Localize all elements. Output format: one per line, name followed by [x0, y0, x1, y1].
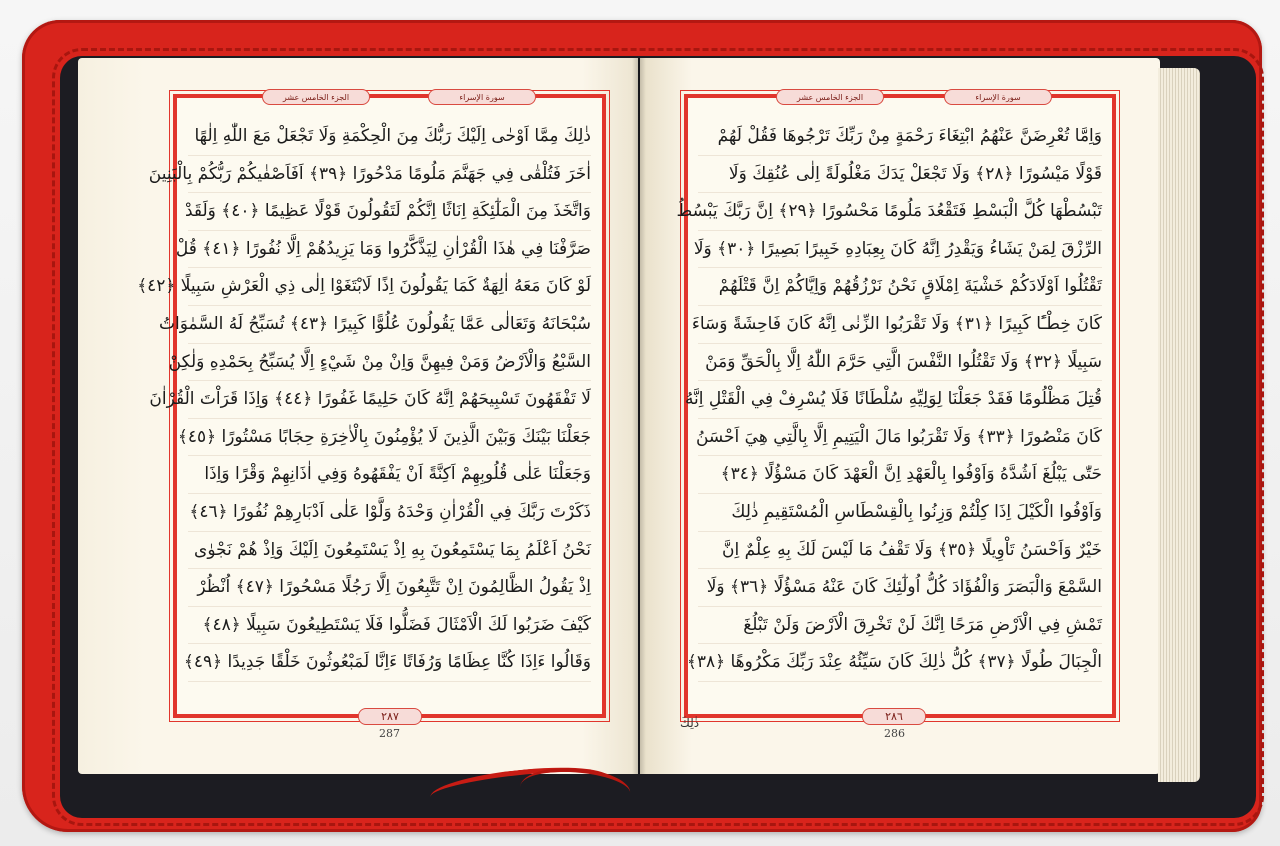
text-line: لَوْ كَانَ مَعَهُ اٰلِهَةٌ كَمَا يَقُولُونَ اِذًا لَابْتَغَوْا اِلٰى ذِي الْعَرْشِ سَبِيلًا ﴿٤٢﴾ — [188, 268, 591, 306]
text-line: اِذْ يَقُولُ الظَّالِمُونَ اِنْ تَتَّبِعُونَ اِلَّا رَجُلًا مَسْحُورًا ﴿٤٧﴾ اُنْظُرْ — [188, 569, 591, 607]
text-line: تَمْشِ فِي الْاَرْضِ مَرَحًا اِنَّكَ لَنْ تَخْرِقَ الْاَرْضَ وَلَنْ تَبْلُغَ — [698, 607, 1102, 645]
left-page-number-latin: 287 — [379, 727, 400, 740]
right-header-juz-label: الجزء الخامس عشر — [776, 89, 884, 105]
text-line: كَانَ مَنْصُورًا ﴿٣٣﴾ وَلَا تَقْرَبُوا مَالَ الْيَتِيمِ اِلَّا بِالَّتِي هِيَ اَحْسَنُ — [698, 419, 1102, 457]
text-line: خَيْرٌ وَاَحْسَنُ تَاْوِيلًا ﴿٣٥﴾ وَلَا تَقْفُ مَا لَيْسَ لَكَ بِهِ عِلْمٌ اِنَّ — [698, 532, 1102, 570]
text-line: وَاَوْفُوا الْكَيْلَ اِذَا كِلْتُمْ وَزِنُوا بِالْقِسْطَاسِ الْمُسْتَقِيمِ ذٰلِكَ — [698, 494, 1102, 532]
text-line: جَعَلْنَا بَيْنَكَ وَبَيْنَ الَّذِينَ لَا يُؤْمِنُونَ بِالْاٰخِرَةِ حِجَابًا مَسْتُورًا ﴿٤٥﴾ — [188, 419, 591, 457]
text-line: السَّبْعُ وَالْاَرْضُ وَمَنْ فِيهِنَّ وَاِنْ مِنْ شَيْءٍ اِلَّا يُسَبِّحُ بِحَمْدِهِ وَلٰكِنْ — [188, 344, 591, 382]
text-line: نَحْنُ اَعْلَمُ بِمَا يَسْتَمِعُونَ بِهِ اِذْ يَسْتَمِعُونَ اِلَيْكَ وَاِذْ هُمْ نَجْوٰى — [188, 532, 591, 570]
text-line: السَّمْعَ وَالْبَصَرَ وَالْفُؤَادَ كُلُّ اُولٰٓئِكَ كَانَ عَنْهُ مَسْؤُلًا ﴿٣٦﴾ وَلَا — [698, 569, 1102, 607]
right-page-number-arabic: ٢٨٦ — [862, 708, 926, 725]
text-line: اٰخَرَ فَتُلْقٰى فِي جَهَنَّمَ مَلُومًا مَدْحُورًا ﴿٣٩﴾ اَفَاَصْفٰيكُمْ رَبُّكُمْ بِالْبَنِينَ — [188, 156, 591, 194]
left-header-juz-label: الجزء الخامس عشر — [262, 89, 370, 105]
text-line: حَتّٰى يَبْلُغَ اَشُدَّهُ وَاَوْفُوا بِالْعَهْدِ اِنَّ الْعَهْدَ كَانَ مَسْؤُلًا ﴿٣٤﴾ — [698, 456, 1102, 494]
text-line: كَانَ خِطْـًٔا كَبِيرًا ﴿٣١﴾ وَلَا تَقْرَبُوا الزِّنٰى اِنَّهُ كَانَ فَاحِشَةً وَسَاءَ — [698, 306, 1102, 344]
right-page-number-latin: 286 — [884, 727, 905, 740]
text-line: تَبْسُطْهَا كُلَّ الْبَسْطِ فَتَقْعُدَ مَلُومًا مَحْسُورًا ﴿٢٩﴾ اِنَّ رَبَّكَ يَبْسُطُ — [698, 193, 1102, 231]
right-text-block — [676, 118, 1102, 682]
text-line: الرِّزْقَ لِمَنْ يَشَاءُ وَيَقْدِرُ اِنَّهُ كَانَ بِعِبَادِهِ خَبِيرًا بَصِيرًا ﴿٣٠﴾ وَلَا — [698, 231, 1102, 269]
text-line: كَيْفَ ضَرَبُوا لَكَ الْاَمْثَالَ فَضَلُّوا فَلَا يَسْتَطِيعُونَ سَبِيلًا ﴿٤٨﴾ — [188, 607, 591, 645]
text-line: تَقْتُلُوا اَوْلَادَكُمْ خَشْيَةَ اِمْلَاقٍ نَحْنُ نَرْزُقُهُمْ وَاِيَّاكُمْ اِنَّ قَتْلَهُمْ — [698, 268, 1102, 306]
text-line: قُتِلَ مَظْلُومًا فَقَدْ جَعَلْنَا لِوَلِيِّهِ سُلْطَانًا فَلَا يُسْرِفْ فِي الْقَتْلِ اِنَّهُ — [698, 381, 1102, 419]
catchword: ذٰلِكَ — [680, 716, 700, 730]
text-line: الْجِبَالَ طُولًا ﴿٣٧﴾ كُلُّ ذٰلِكَ كَانَ سَيِّئُهُ عِنْدَ رَبِّكَ مَكْرُوهًا ﴿٣٨﴾ — [698, 644, 1102, 682]
text-line: صَرَّفْنَا فِي هٰذَا الْقُرْاٰنِ لِيَذَّكَّرُوا وَمَا يَزِيدُهُمْ اِلَّا نُفُورًا ﴿٤١﴾ قُلْ — [188, 231, 591, 269]
text-line: وَجَعَلْنَا عَلٰى قُلُوبِهِمْ اَكِنَّةً اَنْ يَفْقَهُوهُ وَفِي اٰذَانِهِمْ وَقْرًا وَاِذَا — [188, 456, 591, 494]
text-line: ذٰلِكَ مِمَّا اَوْحٰى اِلَيْكَ رَبُّكَ مِنَ الْحِكْمَةِ وَلَا تَجْعَلْ مَعَ اللّٰهِ اِلٰهًا — [188, 118, 591, 156]
text-line: لَا تَفْقَهُونَ تَسْبِيحَهُمْ اِنَّهُ كَانَ حَلِيمًا غَفُورًا ﴿٤٤﴾ وَاِذَا قَرَاْتَ الْقُرْاٰنَ — [188, 381, 591, 419]
page-edges — [1158, 68, 1200, 782]
left-header-surah-label: سورة الإسراء — [428, 89, 536, 105]
book-gutter — [632, 58, 646, 774]
text-line: وَاِمَّا تُعْرِضَنَّ عَنْهُمُ ابْتِغَاءَ رَحْمَةٍ مِنْ رَبِّكَ تَرْجُوهَا فَقُلْ لَهُمْ — [698, 118, 1102, 156]
text-line: ذَكَرْتَ رَبَّكَ فِي الْقُرْاٰنِ وَحْدَهُ وَلَّوْا عَلٰى اَدْبَارِهِمْ نُفُورًا ﴿٤٦﴾ — [188, 494, 591, 532]
text-line: سَبِيلًا ﴿٣٢﴾ وَلَا تَقْتُلُوا النَّفْسَ الَّتِي حَرَّمَ اللّٰهُ اِلَّا بِالْحَقِّ وَمَنْ — [698, 344, 1102, 382]
text-line: وَقَالُوا ءَاِذَا كُنَّا عِظَامًا وَرُفَاتًا ءَاِنَّا لَمَبْعُوثُونَ خَلْقًا جَدِيدًا ﴿٤٩﴾ — [188, 644, 591, 682]
text-line: سُبْحَانَهُ وَتَعَالٰى عَمَّا يَقُولُونَ عُلُوًّا كَبِيرًا ﴿٤٣﴾ تُسَبِّحُ لَهُ السَّمٰوَاتُ — [188, 306, 591, 344]
right-header-surah-label: سورة الإسراء — [944, 89, 1052, 105]
text-line: وَاتَّخَذَ مِنَ الْمَلٰٓئِكَةِ اِنَاثًا اِنَّكُمْ لَتَقُولُونَ قَوْلًا عَظِيمًا ﴿٤٠﴾ وَلَقَدْ — [188, 193, 591, 231]
text-line: قَوْلًا مَيْسُورًا ﴿٢٨﴾ وَلَا تَجْعَلْ يَدَكَ مَغْلُولَةً اِلٰى عُنُقِكَ وَلَا — [698, 156, 1102, 194]
left-text-block — [137, 118, 591, 682]
left-page-number-arabic: ٢٨٧ — [358, 708, 422, 725]
